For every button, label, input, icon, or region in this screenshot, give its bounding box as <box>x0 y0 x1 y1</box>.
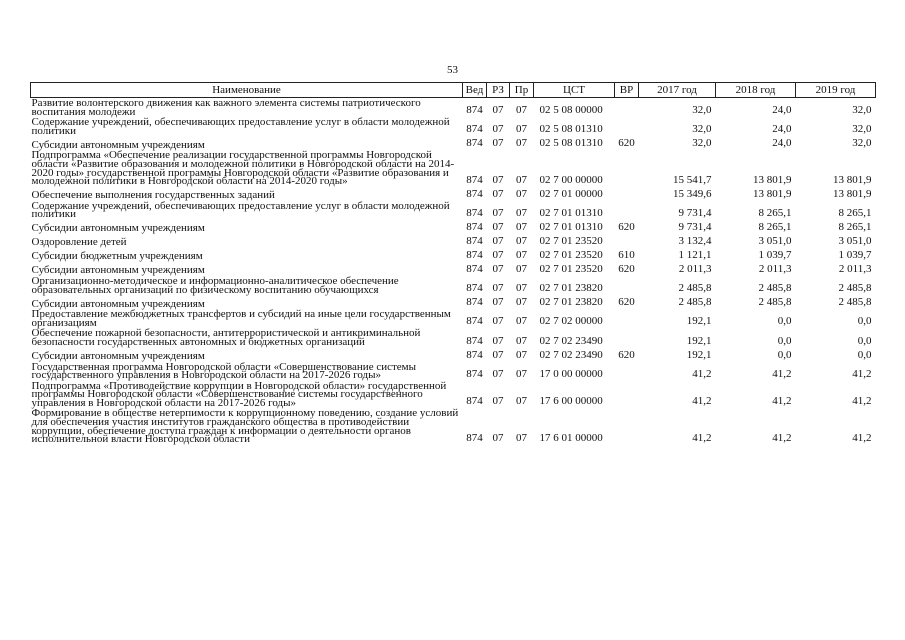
row-name: Подпрограмма «Противодействие коррупции в Новгородской области» государственной программы Новгородской области «Совершенствование системы государственного управления в Новгородской области на 2017-2026 годы» <box>31 379 447 409</box>
row-rz: 07 <box>492 348 504 361</box>
row-amount-2018: 24,0 <box>772 104 792 117</box>
row-ved: 874 <box>466 334 483 347</box>
row-pr: 07 <box>516 234 527 247</box>
row-pr: 07 <box>516 431 527 444</box>
row-amount-2019: 8 265,1 <box>838 206 872 219</box>
row-pr: 07 <box>516 315 527 328</box>
row-amount-2019: 2 485,8 <box>838 296 872 309</box>
row-amount-2017: 32,0 <box>692 137 712 150</box>
row-amount-2019: 3 051,0 <box>838 234 872 247</box>
row-ved: 874 <box>466 123 483 136</box>
row-rz: 07 <box>492 248 504 261</box>
header-2018: 2018 год <box>716 83 796 98</box>
row-amount-2017: 32,0 <box>692 123 712 136</box>
row-amount-2017: 41,2 <box>692 431 712 444</box>
row-amount-2017: 192,1 <box>686 315 712 328</box>
row-rz: 07 <box>492 123 504 136</box>
row-cst: 17 6 00 00000 <box>539 395 603 408</box>
row-amount-2018: 8 265,1 <box>758 220 792 233</box>
row-rz: 07 <box>492 206 504 219</box>
row-amount-2018: 2 485,8 <box>758 282 792 295</box>
row-pr: 07 <box>516 367 527 380</box>
row-vr <box>615 117 639 136</box>
row-name: Содержание учреждений, обеспечивающих предоставление услуг в области молодежной политики <box>31 199 450 221</box>
header-cst: ЦСТ <box>534 83 615 98</box>
row-vr: 620 <box>618 296 635 309</box>
row-rz: 07 <box>492 104 504 117</box>
row-ved: 874 <box>466 104 483 117</box>
row-rz: 07 <box>492 137 504 150</box>
row-amount-2019: 13 801,9 <box>833 173 872 186</box>
row-amount-2017: 41,2 <box>692 395 712 408</box>
row-name: Субсидии автономным учреждениям <box>31 264 205 277</box>
row-ved: 874 <box>466 431 483 444</box>
table-row <box>31 220 876 234</box>
row-name: Содержание учреждений, обеспечивающих предоставление услуг в области молодежной политики <box>31 116 450 137</box>
row-amount-2017: 2 485,8 <box>678 296 712 309</box>
row-amount-2019: 2 011,3 <box>838 262 872 275</box>
row-amount-2018: 24,0 <box>772 123 792 136</box>
row-vr <box>615 201 639 220</box>
row-amount-2017: 15 541,7 <box>673 173 712 186</box>
row-amount-2017: 3 132,4 <box>678 234 712 247</box>
row-cst: 02 5 08 01310 <box>539 123 603 136</box>
row-cst: 02 7 01 00000 <box>539 187 603 200</box>
table-row <box>31 98 876 118</box>
row-amount-2017: 41,2 <box>692 367 712 380</box>
row-amount-2017: 2 485,8 <box>678 282 712 295</box>
row-pr: 07 <box>516 282 527 295</box>
row-name: Организационно-методическое и информационно-аналитическое обеспечение образовательных организаций по физическому воспитанию обучающихся <box>31 274 399 296</box>
table-row <box>31 248 876 262</box>
row-ved: 874 <box>466 173 483 186</box>
row-amount-2019: 8 265,1 <box>838 220 872 233</box>
row-pr: 07 <box>516 248 527 261</box>
row-ved: 874 <box>466 296 483 309</box>
header-vr: ВР <box>615 83 639 98</box>
row-rz: 07 <box>492 234 504 247</box>
row-amount-2018: 8 265,1 <box>758 206 792 219</box>
row-pr: 07 <box>516 348 527 361</box>
row-ved: 874 <box>466 220 483 233</box>
table-row <box>31 150 876 186</box>
row-cst: 02 7 01 23820 <box>539 282 603 295</box>
row-pr: 07 <box>516 262 527 275</box>
row-cst: 02 7 01 23520 <box>539 262 603 275</box>
row-rz: 07 <box>492 187 504 200</box>
row-name: Субсидии автономным учреждениям <box>31 297 205 310</box>
row-ved: 874 <box>466 282 483 295</box>
row-vr <box>615 381 639 409</box>
row-rz: 07 <box>492 395 504 408</box>
row-rz: 07 <box>492 173 504 186</box>
row-cst: 02 5 08 00000 <box>539 104 603 117</box>
row-cst: 02 7 02 23490 <box>539 348 603 361</box>
row-name: Государственная программа Новгородской области «Совершенствование системы государственного управления в Новгородской области на 2017-2026 годы» <box>31 360 417 382</box>
row-amount-2018: 2 485,8 <box>758 296 792 309</box>
row-name: Субсидии автономным учреждениям <box>31 349 205 362</box>
table-row <box>31 187 876 201</box>
row-cst: 02 7 01 23820 <box>539 296 603 309</box>
budget-table <box>30 82 876 445</box>
row-cst: 02 7 01 23520 <box>539 248 603 261</box>
row-pr: 07 <box>516 187 527 200</box>
row-vr <box>615 150 639 186</box>
header-ved: Вед <box>463 83 487 98</box>
row-cst: 02 5 08 01310 <box>539 137 603 150</box>
row-ved: 874 <box>466 315 483 328</box>
row-pr: 07 <box>516 334 527 347</box>
row-pr: 07 <box>516 173 527 186</box>
table-row <box>31 348 876 362</box>
row-amount-2017: 9 731,4 <box>678 220 712 233</box>
row-amount-2019: 41,2 <box>852 367 872 380</box>
row-ved: 874 <box>466 367 483 380</box>
row-amount-2017: 32,0 <box>692 104 712 117</box>
table-row <box>31 117 876 136</box>
row-name: Обеспечение пожарной безопасности, антитеррористической и антикриминальной безопасности государственных автономных и бюджетных организаций <box>31 327 421 348</box>
row-name: Оздоровление детей <box>31 236 127 249</box>
table-row <box>31 381 876 409</box>
table-row <box>31 136 876 150</box>
row-name: Подпрограмма «Обеспечение реализации государственной программы Новгородской области «Развитие образования и молодежной политики в Новгородской области на 2014-2020 годы» государственной программы Новгородской области «Развитие образования и молодежной политики в Новгородской области на 2014-2020 годы» <box>31 149 455 188</box>
row-ved: 874 <box>466 234 483 247</box>
row-rz: 07 <box>492 315 504 328</box>
row-cst: 02 7 02 23490 <box>539 334 603 347</box>
row-amount-2018: 41,2 <box>772 367 792 380</box>
row-cst: 17 6 01 00000 <box>539 431 603 444</box>
row-vr <box>615 362 639 381</box>
row-amount-2019: 0,0 <box>857 315 872 328</box>
page-number: 53 <box>447 64 458 76</box>
row-cst: 02 7 02 00000 <box>539 315 603 328</box>
table-row <box>31 234 876 248</box>
row-ved: 874 <box>466 248 483 261</box>
row-ved: 874 <box>466 348 483 361</box>
row-pr: 07 <box>516 220 527 233</box>
row-vr <box>615 408 639 444</box>
table-row <box>31 295 876 309</box>
header-name: Наименование <box>31 83 463 98</box>
row-vr: 620 <box>618 220 635 233</box>
row-name: Субсидии бюджетным учреждениям <box>31 250 203 263</box>
row-amount-2019: 41,2 <box>852 431 872 444</box>
row-cst: 02 7 01 23520 <box>539 234 603 247</box>
row-vr <box>615 276 639 295</box>
row-amount-2017: 9 731,4 <box>678 206 712 219</box>
header-pr: Пр <box>510 83 534 98</box>
table-row <box>31 201 876 220</box>
row-amount-2019: 32,0 <box>852 137 872 150</box>
row-amount-2019: 0,0 <box>857 348 872 361</box>
row-cst: 02 7 00 00000 <box>539 173 603 186</box>
row-vr: 610 <box>618 248 635 261</box>
row-vr: 620 <box>618 348 635 361</box>
row-rz: 07 <box>492 282 504 295</box>
header-2017: 2017 год <box>639 83 716 98</box>
row-rz: 07 <box>492 220 504 233</box>
row-amount-2019: 41,2 <box>852 395 872 408</box>
row-amount-2017: 192,1 <box>686 348 712 361</box>
row-amount-2018: 0,0 <box>777 315 792 328</box>
row-pr: 07 <box>516 395 527 408</box>
row-name: Предоставление межбюджетных трансфертов и субсидий на иные цели государственным организациям <box>31 308 451 329</box>
row-name: Субсидии автономным учреждениям <box>31 138 205 151</box>
row-rz: 07 <box>492 431 504 444</box>
row-pr: 07 <box>516 137 527 150</box>
row-ved: 874 <box>466 395 483 408</box>
row-rz: 07 <box>492 296 504 309</box>
row-amount-2019: 1 039,7 <box>838 248 872 261</box>
row-ved: 874 <box>466 137 483 150</box>
row-amount-2018: 0,0 <box>777 348 792 361</box>
row-cst: 17 0 00 00000 <box>539 367 603 380</box>
row-rz: 07 <box>492 262 504 275</box>
table-row <box>31 262 876 276</box>
table-header <box>31 83 876 98</box>
row-amount-2018: 41,2 <box>772 431 792 444</box>
row-amount-2019: 13 801,9 <box>833 187 872 200</box>
table-row <box>31 276 876 295</box>
row-vr <box>615 187 639 201</box>
row-amount-2018: 3 051,0 <box>758 234 792 247</box>
row-pr: 07 <box>516 123 527 136</box>
row-amount-2018: 24,0 <box>772 137 792 150</box>
row-rz: 07 <box>492 334 504 347</box>
row-pr: 07 <box>516 296 527 309</box>
row-amount-2017: 192,1 <box>686 334 712 347</box>
row-vr <box>615 328 639 347</box>
header-rz: РЗ <box>487 83 510 98</box>
row-rz: 07 <box>492 367 504 380</box>
row-vr <box>615 309 639 328</box>
row-name: Развитие волонтерского движения как важного элемента системы патриотического воспитания молодежи <box>31 97 421 118</box>
row-ved: 874 <box>466 262 483 275</box>
row-amount-2018: 13 801,9 <box>753 173 792 186</box>
row-amount-2018: 1 039,7 <box>758 248 792 261</box>
row-vr <box>615 234 639 248</box>
row-amount-2019: 32,0 <box>852 123 872 136</box>
table-row <box>31 328 876 347</box>
row-amount-2019: 32,0 <box>852 104 872 117</box>
table-row <box>31 408 876 444</box>
table-row <box>31 309 876 328</box>
row-ved: 874 <box>466 206 483 219</box>
row-amount-2018: 41,2 <box>772 395 792 408</box>
row-vr: 620 <box>618 137 635 150</box>
row-name: Субсидии автономным учреждениям <box>31 222 205 235</box>
row-ved: 874 <box>466 187 483 200</box>
row-amount-2018: 13 801,9 <box>753 187 792 200</box>
row-amount-2017: 1 121,1 <box>678 248 712 261</box>
table-body <box>31 98 876 445</box>
row-name: Формирование в обществе нетерпимости к коррупционному поведению, создание условий для обеспечения участия институтов гражданского общества в противодействии коррупции, обеспечение доступа граждан к информации о деятельности органов исполнительной власти Новгородской области <box>31 407 459 446</box>
row-pr: 07 <box>516 104 527 117</box>
row-name: Обеспечение выполнения государственных заданий <box>31 189 275 202</box>
row-amount-2018: 2 011,3 <box>758 262 792 275</box>
row-cst: 02 7 01 01310 <box>539 206 603 219</box>
row-amount-2019: 0,0 <box>857 334 872 347</box>
row-amount-2017: 15 349,6 <box>673 187 712 200</box>
row-amount-2018: 0,0 <box>777 334 792 347</box>
row-vr <box>615 98 639 118</box>
header-2019: 2019 год <box>796 83 876 98</box>
table-row <box>31 362 876 381</box>
row-pr: 07 <box>516 206 527 219</box>
row-cst: 02 7 01 01310 <box>539 220 603 233</box>
row-amount-2019: 2 485,8 <box>838 282 872 295</box>
row-vr: 620 <box>618 262 635 275</box>
row-amount-2017: 2 011,3 <box>678 262 712 275</box>
